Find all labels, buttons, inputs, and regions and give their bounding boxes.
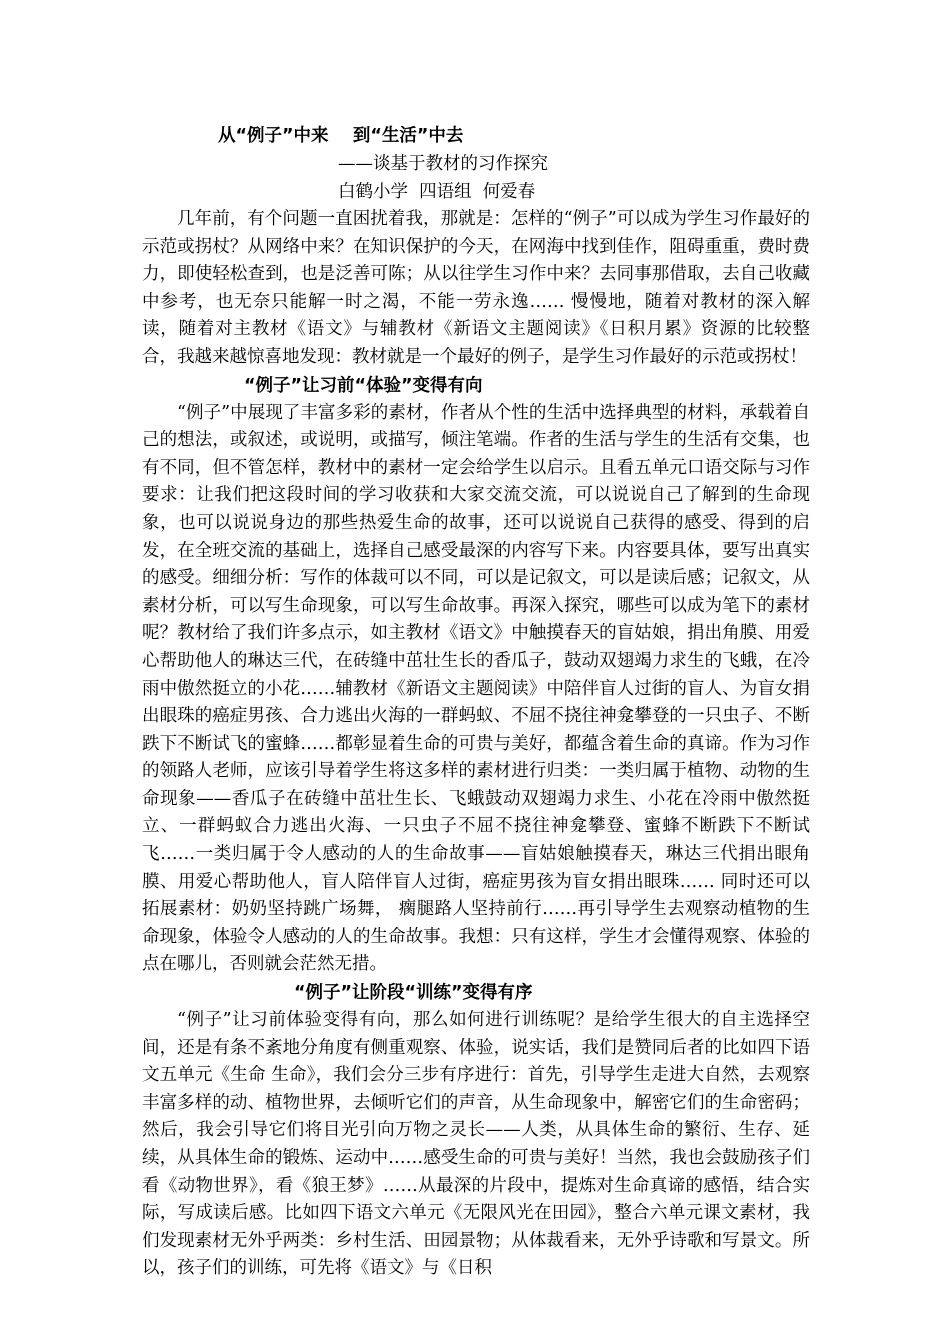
author-line: 白鹤小学 四语组 何爱春	[338, 182, 536, 202]
document-body	[142, 122, 810, 1283]
section-heading-experience: “例子”让习前“体验”变得有向	[244, 375, 483, 396]
intro-paragraph: 几年前，有个问题一直困扰着我，那就是：怎样的“例子”可以成为学生习作最好的示范或拐杖？从网络中来？在知识保护的今天，在网海中找到佳作，阻碍重重，费时费力，即使轻松查到，也是泛善可陈；从以往学生习作中来？去同事那借取，去自己收藏中参考，也无奈只能解一时之渴，不能一劳永逸…… 慢慢地，随着对教材的深入解读，随着对主教材《语文》与辅教材《新语文主题阅读》《日积月累》资源的比较整合，我越来越惊喜地发现：教材就是一个最好的例子，是学生习作最好的示范或拐杖！	[142, 209, 810, 367]
section-heading-training: “例子”让阶段“训练”变得有序	[294, 983, 533, 1004]
section-paragraph-experience: “例子”中展现了丰富多彩的素材，作者从个性的生活中选择典型的材料，承载着自己的想法，或叙述，或说明，或描写，倾注笔端。作者的生活与学生的生活有交集，也有不同，但不管怎样，教材中的素材一定会给学生以启示。且看五单元口语交际与习作要求：让我们把这段时间的学习收获和大家交流交流，可以说说自己了解到的生命现象，也可以说说身边的那些热爱生命的故事，还可以说说自己获得的感受、得到的启发，在全班交流的基础上，选择自己感受最深的内容写下来。内容要具体，要写出真实的感受。细细分析：写作的体裁可以不同，可以是记叙文，可以是读后感；记叙文，从素材分析，可以写生命现象，可以写生命故事。再深入探究，哪些可以成为笔下的素材呢？教材给了我们许多点示，如主教材《语文》中触摸春天的盲姑娘，捐出角膜、用爱心帮助他人的琳达三代，在砖缝中茁壮生长的香瓜子，鼓动双翅竭力求生的飞蛾，在冷雨中傲然挺立的小花……辅教材《新语文主题阅读》中陪伴盲人过街的盲人、为盲女捐出眼珠的癌症男孩、合力逃出火海的一群蚂蚁、不屈不挠往神龛攀登的一只虫子、不断跌下不断试飞的蜜蜂……都彰显着生命的可贵与美好，都蕴含着生命的真谛。作为习作的领路人老师，应该引导着学生将这多样的素材进行归类：一类归属于植物、动物的生命现象——香瓜子在砖缝中茁壮生长、飞蛾鼓动双翅竭力求生、小花在冷雨中傲然挺立、一群蚂蚁合力逃出火海、一只虫子不屈不挠往神龛攀登、蜜蜂不断跌下不断试飞……一类归属于令人感动的人的生命故事——盲姑娘触摸春天，琳达三代捐出眼角膜、用爱心帮助他人，盲人陪伴盲人过街，癌症男孩为盲女捐出眼珠…… 同时还可以拓展素材：奶奶坚持跳广场舞， 瘸腿路人坚持前行……再引导学生去观察动植物的生命现象，体验令人感动的人的生命故事。我想：只有这样，学生才会懂得观察、体验的点在哪儿，否则就会茫然无措。	[142, 402, 810, 975]
document-subtitle: ——谈基于教材的习作探究	[338, 154, 548, 174]
section-paragraph-training: “例子”让习前体验变得有向，那么如何进行训练呢？是给学生很大的自主选择空间，还是有条不紊地分角度有侧重观察、体验，说实话，我们是赞同后者的比如四下语文五单元《生命 生命》，我们会分三步有序进行：首先，引导学生走进大自然，去观察丰富多样的动、植物世界，去倾听它们的声音，从生命现象中，解密它们的生命密码；然后，我会引导它们将目光引向万物之灵长——人类，从具体生命的繁衍、生存、延续，从具体生命的锻炼、运动中……感受生命的可贵与美好！当然，我也会鼓励孩子们看《动物世界》，看《狼王梦》……从最深的片段中，提炼对生命真谛的感悟，结合实际，写成读后感。比如四下语文六单元《无限风光在田园》，整合六单元课文素材，我们发现素材无外乎两类：乡村生活、田园景物；从体裁看来，无外乎诗歌和写景文。所以，孩子们的训练，可先将《语文》与《日积	[142, 1010, 810, 1279]
document-title: 从“例子”中来 到“生活”中去	[218, 126, 464, 146]
